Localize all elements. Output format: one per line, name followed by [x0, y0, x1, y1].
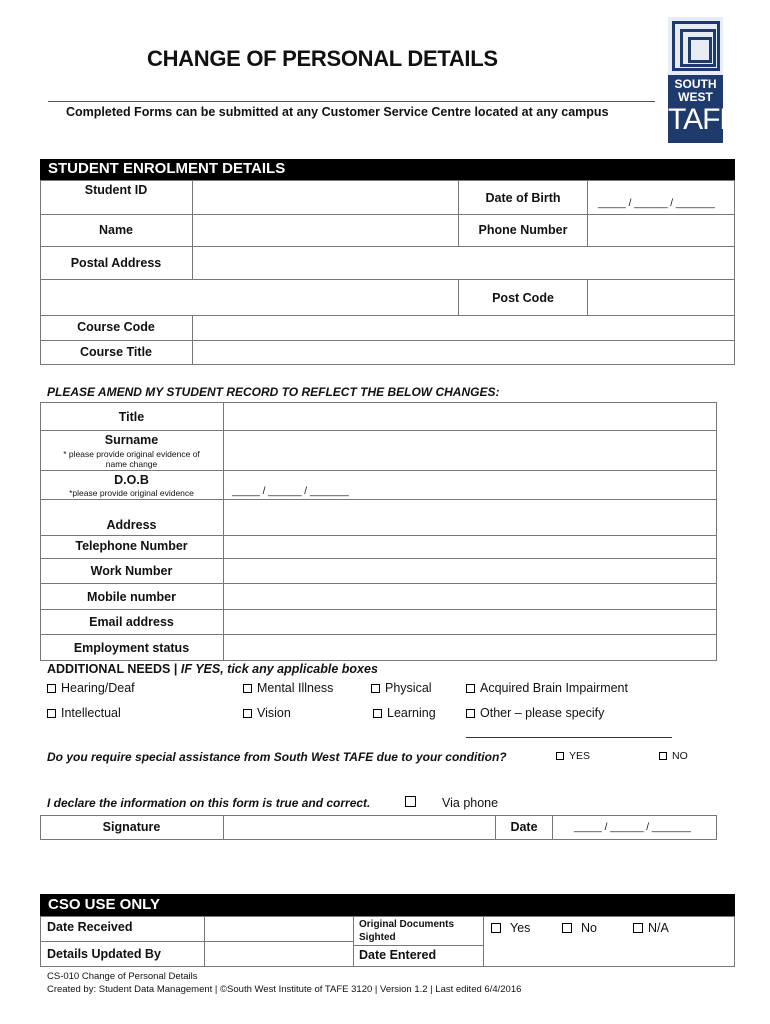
- checkbox-icon: [466, 684, 475, 693]
- enrolment-section-heading: STUDENT ENROLMENT DETAILS: [40, 159, 735, 180]
- course-code-label: Course Code: [77, 320, 155, 334]
- declaration-text: I declare the information on this form is true and correct.: [47, 796, 371, 810]
- surname-note: * please provide original evidence of name change: [63, 449, 200, 469]
- course-code-field[interactable]: [193, 316, 734, 340]
- declaration-date-field[interactable]: _____ / ______ / _______: [574, 822, 691, 833]
- acquired-brain-impairment-checkbox[interactable]: Acquired Brain Impairment: [466, 681, 628, 695]
- mobile-number-label: Mobile number: [87, 590, 176, 604]
- other-specify-line[interactable]: [466, 737, 672, 738]
- original-documents-label: Original Documents Sighted: [359, 919, 455, 943]
- additional-needs-title: ADDITIONAL NEEDS |: [47, 662, 181, 676]
- work-number-field[interactable]: [224, 559, 716, 583]
- checkbox-icon: [562, 923, 572, 933]
- logo-text-south: SOUTH: [674, 77, 717, 91]
- special-assistance-question: Do you require special assistance from South West TAFE due to your condition?: [47, 750, 507, 764]
- work-number-label: Work Number: [90, 564, 173, 578]
- course-title-label: Course Title: [79, 345, 152, 359]
- name-field[interactable]: [193, 215, 458, 246]
- student-id-field[interactable]: [193, 181, 458, 214]
- checkbox-icon: [243, 684, 252, 693]
- assistance-yes-checkbox[interactable]: YES: [556, 750, 590, 762]
- checkbox-icon: [491, 923, 501, 933]
- amend-heading: PLEASE AMEND MY STUDENT RECORD TO REFLECT THE BELOW CHANGES:: [47, 385, 500, 399]
- checkbox-icon: [556, 752, 564, 760]
- vision-checkbox[interactable]: Vision: [243, 706, 291, 720]
- post-code-label: Post Code: [492, 291, 554, 305]
- signature-label: Signature: [102, 820, 161, 834]
- date-entered-field[interactable]: [484, 942, 734, 967]
- physical-checkbox[interactable]: Physical: [371, 681, 432, 695]
- course-title-field[interactable]: [193, 341, 734, 365]
- checkbox-icon: [47, 709, 56, 718]
- dob-label: D.O.B: [114, 473, 149, 487]
- learning-checkbox[interactable]: Learning: [373, 706, 436, 720]
- dob-note: *please provide original evidence: [69, 488, 194, 498]
- assistance-no-checkbox[interactable]: NO: [659, 750, 688, 762]
- email-address-label: Email address: [89, 615, 174, 629]
- hearing-checkbox[interactable]: Hearing/Deaf: [47, 681, 135, 695]
- signature-field[interactable]: [224, 816, 495, 840]
- date-entered-label: Date Entered: [359, 948, 437, 962]
- telephone-number-field[interactable]: [224, 536, 716, 558]
- page-title: CHANGE OF PERSONAL DETAILS: [147, 46, 498, 71]
- student-id-label: Student ID: [84, 183, 148, 197]
- postal-address-label: Postal Address: [70, 256, 162, 270]
- phone-number-label: Phone Number: [478, 223, 568, 237]
- checkbox-icon: [633, 923, 643, 933]
- date-of-birth-label: Date of Birth: [485, 191, 561, 205]
- mobile-number-field[interactable]: [224, 584, 716, 609]
- dob-field[interactable]: _____ / ______ / _______: [232, 486, 349, 497]
- docs-na-checkbox[interactable]: N/A: [633, 921, 669, 935]
- name-label: Name: [98, 223, 134, 237]
- declaration-checkbox[interactable]: [405, 796, 416, 807]
- phone-number-field[interactable]: [588, 215, 734, 246]
- address-label: Address: [106, 518, 157, 532]
- checkbox-icon: [373, 709, 382, 718]
- logo-text-tafe: TAFE: [668, 103, 739, 136]
- surname-field[interactable]: [224, 431, 716, 470]
- post-code-field[interactable]: [588, 280, 734, 315]
- checkbox-icon: [466, 709, 475, 718]
- title-divider: [48, 101, 655, 102]
- date-label: Date: [510, 820, 538, 834]
- date-received-label: Date Received: [47, 920, 133, 934]
- additional-needs-instruction: IF YES, tick any applicable boxes: [180, 662, 378, 676]
- employment-status-label: Employment status: [73, 641, 190, 655]
- address-field[interactable]: [224, 500, 716, 535]
- surname-label: Surname: [104, 433, 159, 447]
- additional-needs-heading: [47, 662, 378, 676]
- south-west-tafe-logo: [668, 17, 739, 143]
- page-subtitle: Completed Forms can be submitted at any Customer Service Centre located at any campus: [66, 105, 609, 119]
- date-received-field[interactable]: [205, 917, 353, 941]
- cso-section-heading: CSO USE ONLY: [40, 894, 735, 916]
- details-updated-label: Details Updated By: [47, 947, 161, 961]
- docs-yes-checkbox[interactable]: Yes: [491, 921, 530, 935]
- telephone-number-label: Telephone Number: [75, 539, 188, 553]
- title-field[interactable]: [224, 403, 716, 430]
- title-label: Title: [118, 410, 145, 424]
- details-updated-field[interactable]: [205, 942, 353, 967]
- intellectual-checkbox[interactable]: Intellectual: [47, 706, 121, 720]
- checkbox-icon: [243, 709, 252, 718]
- checkbox-icon: [371, 684, 380, 693]
- form-credits: Created by: Student Data Management | ©South West Institute of TAFE 3120 | Version 1.2 | Last edited 6/4/2016: [47, 984, 522, 995]
- checkbox-icon: [47, 684, 56, 693]
- checkbox-icon: [659, 752, 667, 760]
- logo-pattern: [668, 17, 723, 75]
- form-code: CS-010 Change of Personal Details: [47, 971, 198, 982]
- via-phone-label: Via phone: [442, 796, 499, 810]
- employment-status-field[interactable]: [224, 635, 716, 661]
- date-of-birth-field[interactable]: _____ / ______ / _______: [598, 198, 715, 209]
- other-checkbox[interactable]: Other – please specify: [466, 706, 604, 720]
- logo-text-west: WEST: [678, 90, 713, 104]
- docs-no-checkbox[interactable]: No: [562, 921, 597, 935]
- email-address-field[interactable]: [224, 610, 716, 634]
- mental-illness-checkbox[interactable]: Mental Illness: [243, 681, 333, 695]
